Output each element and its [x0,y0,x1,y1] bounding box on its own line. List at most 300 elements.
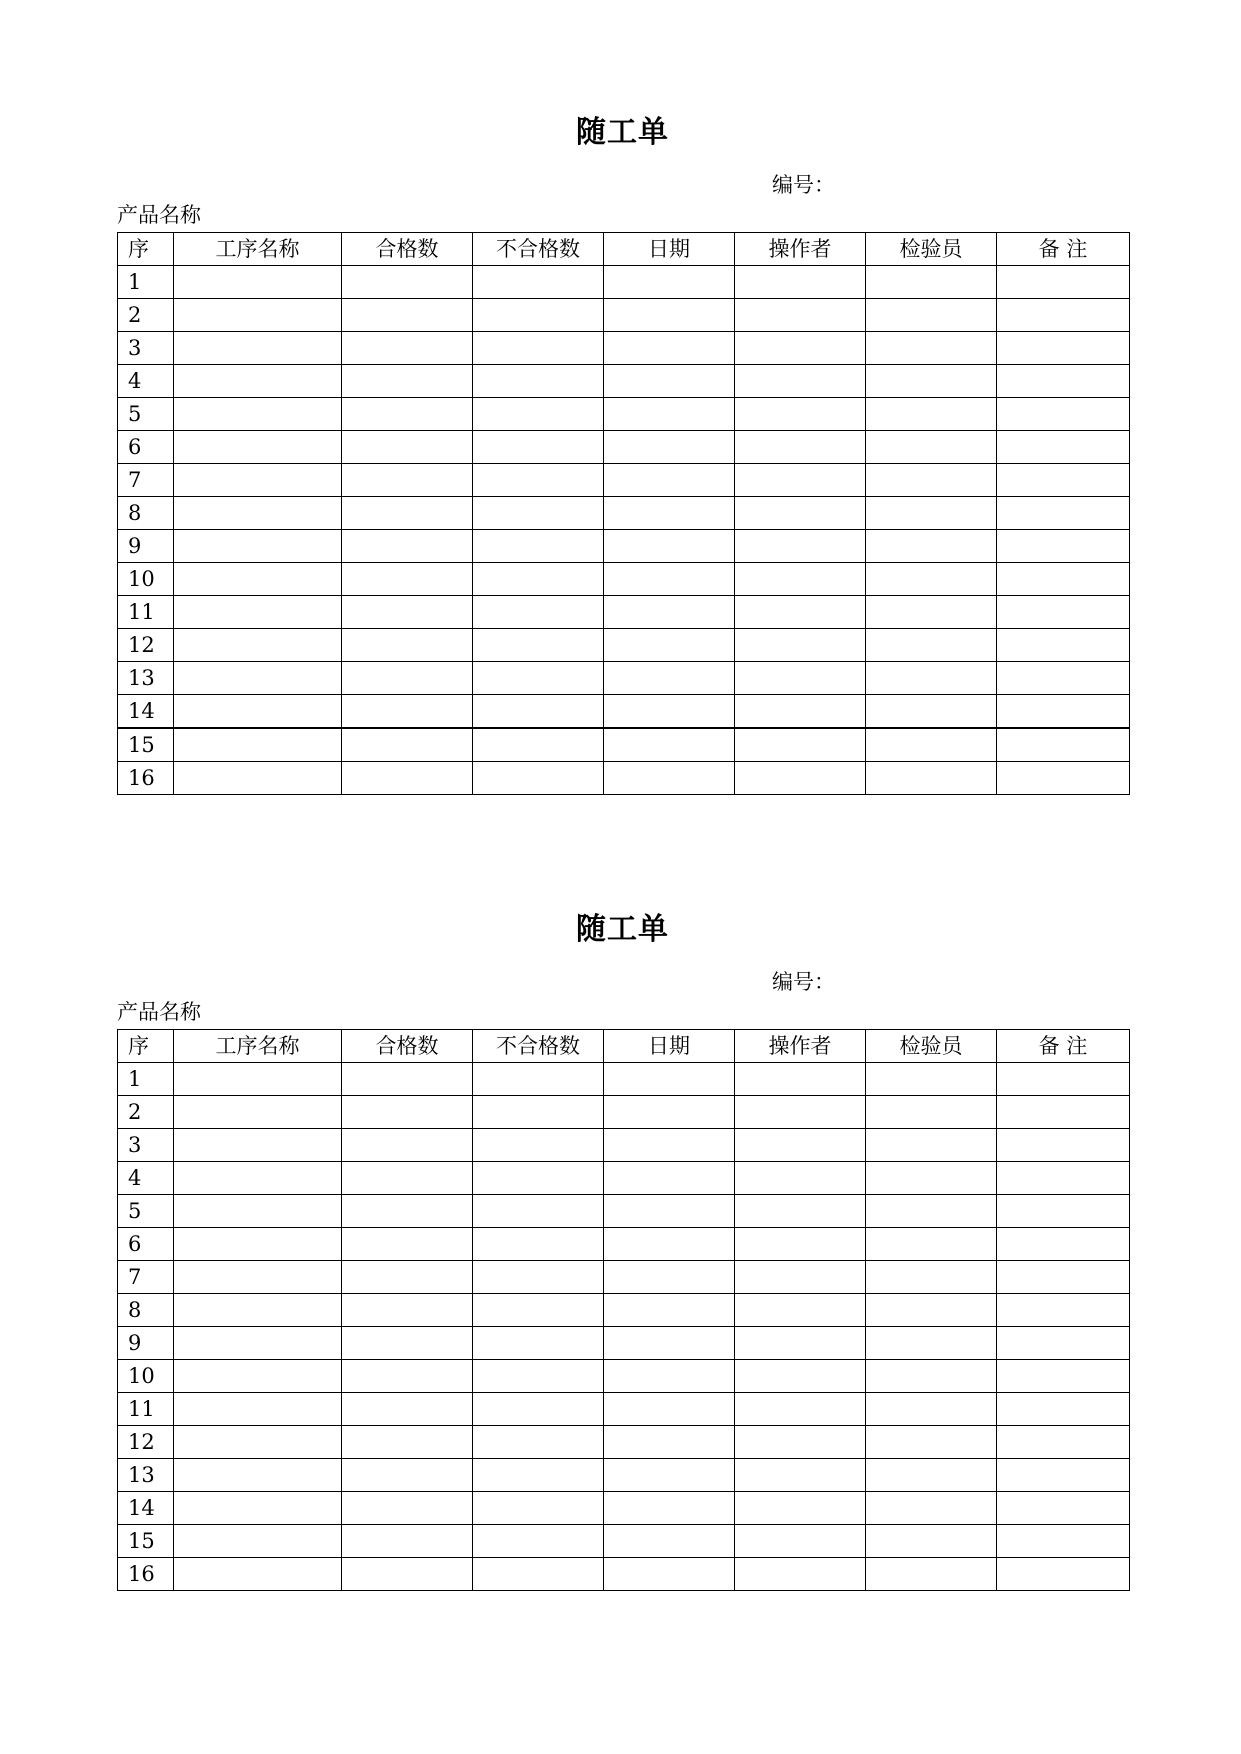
cell-operator[interactable] [735,1129,866,1162]
cell-date[interactable] [604,1492,735,1525]
cell-unqualified-count[interactable] [473,1096,604,1129]
cell-process-name[interactable] [174,762,342,795]
cell-remarks[interactable] [997,1096,1130,1129]
cell-date[interactable] [604,629,735,662]
cell-operator[interactable] [735,1393,866,1426]
table-row [118,1129,1130,1162]
cell-inspector[interactable] [866,762,997,795]
row-number: 4 [118,365,174,398]
row-number: 15 [118,728,174,762]
cell-qualified-count[interactable] [342,1393,473,1426]
cell-operator[interactable] [735,662,866,695]
row-number: 3 [118,1129,174,1162]
cell-process-name[interactable] [174,1294,342,1327]
table-row [118,1360,1130,1393]
cell-date[interactable] [604,431,735,464]
cell-operator[interactable] [735,596,866,629]
cell-remarks[interactable] [997,762,1130,795]
cell-inspector[interactable] [866,1393,997,1426]
cell-unqualified-count[interactable] [473,1459,604,1492]
cell-qualified-count[interactable] [342,497,473,530]
cell-unqualified-count[interactable] [473,1360,604,1393]
cell-process-name[interactable] [174,299,342,332]
row-number: 10 [118,1360,174,1393]
cell-operator[interactable] [735,464,866,497]
cell-process-name[interactable] [174,728,342,762]
cell-inspector[interactable] [866,1492,997,1525]
cell-remarks[interactable] [997,563,1130,596]
cell-unqualified-count[interactable] [473,1492,604,1525]
cell-qualified-count[interactable] [342,365,473,398]
table-row [118,1162,1130,1195]
cell-date[interactable] [604,266,735,299]
cell-inspector[interactable] [866,1426,997,1459]
cell-date[interactable] [604,1294,735,1327]
cell-inspector[interactable] [866,365,997,398]
table-row [118,662,1130,695]
cell-operator[interactable] [735,431,866,464]
cell-qualified-count[interactable] [342,398,473,431]
cell-operator[interactable] [735,1228,866,1261]
cell-process-name[interactable] [174,530,342,563]
row-number: 8 [118,497,174,530]
cell-unqualified-count[interactable] [473,728,604,762]
cell-qualified-count[interactable] [342,299,473,332]
cell-operator[interactable] [735,1360,866,1393]
table-row [118,1393,1130,1426]
row-number: 14 [118,695,174,729]
table-row [118,695,1130,729]
cell-remarks[interactable] [997,1426,1130,1459]
table-row [118,1096,1130,1129]
cell-qualified-count[interactable] [342,1459,473,1492]
cell-process-name[interactable] [174,1360,342,1393]
row-number: 16 [118,762,174,795]
col-header-qualified-count: 合格数 [342,233,473,266]
cell-date[interactable] [604,365,735,398]
table-row [118,1228,1130,1261]
cell-inspector[interactable] [866,1129,997,1162]
cell-inspector[interactable] [866,1096,997,1129]
cell-operator[interactable] [735,398,866,431]
cell-qualified-count[interactable] [342,1426,473,1459]
table-row [118,266,1130,299]
cell-operator[interactable] [735,1426,866,1459]
cell-operator[interactable] [735,266,866,299]
serial-number-label: 编号： [772,173,835,197]
cell-process-name[interactable] [174,629,342,662]
cell-operator[interactable] [735,695,866,729]
cell-inspector[interactable] [866,497,997,530]
cell-operator[interactable] [735,332,866,365]
cell-inspector[interactable] [866,563,997,596]
cell-inspector[interactable] [866,530,997,563]
cell-process-name[interactable] [174,563,342,596]
form-title: 随工单 [576,115,669,150]
cell-qualified-count[interactable] [342,1228,473,1261]
cell-remarks[interactable] [997,431,1130,464]
cell-process-name[interactable] [174,1558,342,1591]
col-header-unqualified-count: 不合格数 [473,233,604,266]
cell-date[interactable] [604,1327,735,1360]
col-header-remarks: 备 注 [997,233,1130,266]
row-number: 11 [118,596,174,629]
table-row [118,1261,1130,1294]
cell-inspector[interactable] [866,1261,997,1294]
col-header-seq: 序 [118,1030,174,1063]
cell-remarks[interactable] [997,332,1130,365]
cell-qualified-count[interactable] [342,1558,473,1591]
cell-qualified-count[interactable] [342,530,473,563]
cell-remarks[interactable] [997,497,1130,530]
cell-date[interactable] [604,332,735,365]
row-number: 5 [118,398,174,431]
cell-qualified-count[interactable] [342,1294,473,1327]
table-row [118,299,1130,332]
cell-operator[interactable] [735,1096,866,1129]
cell-inspector[interactable] [866,464,997,497]
cell-date[interactable] [604,497,735,530]
col-header-process-name: 工序名称 [174,233,342,266]
cell-date[interactable] [604,1195,735,1228]
cell-unqualified-count[interactable] [473,1129,604,1162]
work-order-table [117,1029,1130,1591]
cell-unqualified-count[interactable] [473,365,604,398]
cell-remarks[interactable] [997,398,1130,431]
cell-qualified-count[interactable] [342,1261,473,1294]
cell-inspector[interactable] [866,695,997,729]
cell-process-name[interactable] [174,431,342,464]
cell-unqualified-count[interactable] [473,662,604,695]
cell-remarks[interactable] [997,1327,1130,1360]
cell-remarks[interactable] [997,1459,1130,1492]
cell-process-name[interactable] [174,1261,342,1294]
table-row [118,464,1130,497]
cell-date[interactable] [604,1558,735,1591]
cell-inspector[interactable] [866,398,997,431]
table-row [118,629,1130,662]
cell-unqualified-count[interactable] [473,1261,604,1294]
cell-unqualified-count[interactable] [473,1228,604,1261]
row-number: 10 [118,563,174,596]
cell-date[interactable] [604,1063,735,1096]
cell-date[interactable] [604,1162,735,1195]
cell-inspector[interactable] [866,1063,997,1096]
row-number: 13 [118,662,174,695]
cell-qualified-count[interactable] [342,596,473,629]
cell-remarks[interactable] [997,1558,1130,1591]
cell-date[interactable] [604,398,735,431]
cell-date[interactable] [604,596,735,629]
cell-process-name[interactable] [174,1162,342,1195]
cell-remarks[interactable] [997,1228,1130,1261]
cell-remarks[interactable] [997,728,1130,762]
cell-inspector[interactable] [866,332,997,365]
cell-unqualified-count[interactable] [473,464,604,497]
cell-operator[interactable] [735,497,866,530]
row-number: 12 [118,629,174,662]
cell-unqualified-count[interactable] [473,299,604,332]
cell-unqualified-count[interactable] [473,762,604,795]
cell-operator[interactable] [735,365,866,398]
col-header-inspector: 检验员 [866,233,997,266]
row-number: 3 [118,332,174,365]
row-number: 1 [118,266,174,299]
cell-qualified-count[interactable] [342,1129,473,1162]
cell-process-name[interactable] [174,1459,342,1492]
cell-inspector[interactable] [866,1162,997,1195]
row-number: 6 [118,431,174,464]
cell-operator[interactable] [735,1327,866,1360]
cell-unqualified-count[interactable] [473,563,604,596]
cell-unqualified-count[interactable] [473,1294,604,1327]
cell-inspector[interactable] [866,1195,997,1228]
cell-operator[interactable] [735,1294,866,1327]
cell-remarks[interactable] [997,1492,1130,1525]
cell-process-name[interactable] [174,365,342,398]
table-row [118,1492,1130,1525]
cell-date[interactable] [604,1228,735,1261]
cell-inspector[interactable] [866,662,997,695]
cell-inspector[interactable] [866,1294,997,1327]
cell-qualified-count[interactable] [342,1525,473,1558]
cell-qualified-count[interactable] [342,332,473,365]
cell-remarks[interactable] [997,1294,1130,1327]
cell-remarks[interactable] [997,596,1130,629]
cell-inspector[interactable] [866,266,997,299]
cell-unqualified-count[interactable] [473,1327,604,1360]
cell-remarks[interactable] [997,464,1130,497]
cell-remarks[interactable] [997,1129,1130,1162]
cell-remarks[interactable] [997,1195,1130,1228]
cell-date[interactable] [604,563,735,596]
form-title: 随工单 [576,912,669,947]
cell-process-name[interactable] [174,1096,342,1129]
table-body [118,1063,1130,1591]
cell-operator[interactable] [735,629,866,662]
row-number: 16 [118,1558,174,1591]
cell-unqualified-count[interactable] [473,1195,604,1228]
table-row [118,1426,1130,1459]
cell-unqualified-count[interactable] [473,266,604,299]
cell-date[interactable] [604,299,735,332]
cell-operator[interactable] [735,530,866,563]
cell-process-name[interactable] [174,332,342,365]
cell-date[interactable] [604,464,735,497]
row-number: 5 [118,1195,174,1228]
cell-date[interactable] [604,530,735,563]
table-row [118,1195,1130,1228]
cell-date[interactable] [604,1426,735,1459]
cell-unqualified-count[interactable] [473,332,604,365]
cell-process-name[interactable] [174,1228,342,1261]
cell-remarks[interactable] [997,1063,1130,1096]
cell-date[interactable] [604,1393,735,1426]
cell-inspector[interactable] [866,299,997,332]
cell-date[interactable] [604,662,735,695]
cell-date[interactable] [604,1261,735,1294]
cell-unqualified-count[interactable] [473,530,604,563]
cell-date[interactable] [604,1459,735,1492]
cell-operator[interactable] [735,1459,866,1492]
col-header-seq: 序 [118,233,174,266]
cell-operator[interactable] [735,1558,866,1591]
cell-qualified-count[interactable] [342,1195,473,1228]
cell-inspector[interactable] [866,1327,997,1360]
cell-process-name[interactable] [174,596,342,629]
cell-date[interactable] [604,1096,735,1129]
cell-unqualified-count[interactable] [473,497,604,530]
cell-qualified-count[interactable] [342,563,473,596]
cell-process-name[interactable] [174,662,342,695]
table-row [118,1558,1130,1591]
cell-process-name[interactable] [174,398,342,431]
cell-qualified-count[interactable] [342,464,473,497]
cell-qualified-count[interactable] [342,1096,473,1129]
cell-operator[interactable] [735,1063,866,1096]
cell-operator[interactable] [735,1525,866,1558]
cell-process-name[interactable] [174,464,342,497]
cell-date[interactable] [604,762,735,795]
cell-qualified-count[interactable] [342,695,473,729]
col-header-operator: 操作者 [735,1030,866,1063]
cell-process-name[interactable] [174,1393,342,1426]
col-header-process-name: 工序名称 [174,1030,342,1063]
cell-unqualified-count[interactable] [473,1426,604,1459]
cell-remarks[interactable] [997,1360,1130,1393]
cell-qualified-count[interactable] [342,431,473,464]
row-number: 12 [118,1426,174,1459]
cell-unqualified-count[interactable] [473,695,604,729]
cell-qualified-count[interactable] [342,1063,473,1096]
cell-date[interactable] [604,728,735,762]
table-row [118,497,1130,530]
cell-process-name[interactable] [174,497,342,530]
table-row [118,596,1130,629]
cell-process-name[interactable] [174,1129,342,1162]
cell-unqualified-count[interactable] [473,1063,604,1096]
table-row [118,762,1130,795]
row-number: 9 [118,530,174,563]
table-row [118,1459,1130,1492]
work-order-table [117,232,1130,795]
cell-qualified-count[interactable] [342,728,473,762]
cell-remarks[interactable] [997,629,1130,662]
cell-remarks[interactable] [997,1525,1130,1558]
cell-operator[interactable] [735,1195,866,1228]
cell-inspector[interactable] [866,596,997,629]
cell-process-name[interactable] [174,1492,342,1525]
col-header-qualified-count: 合格数 [342,1030,473,1063]
cell-qualified-count[interactable] [342,762,473,795]
cell-operator[interactable] [735,1261,866,1294]
table-row [118,398,1130,431]
cell-qualified-count[interactable] [342,1492,473,1525]
cell-qualified-count[interactable] [342,1360,473,1393]
cell-unqualified-count[interactable] [473,1558,604,1591]
table-row [118,530,1130,563]
cell-remarks[interactable] [997,662,1130,695]
row-number: 6 [118,1228,174,1261]
cell-inspector[interactable] [866,431,997,464]
table-row [118,1525,1130,1558]
serial-number-label: 编号： [772,970,835,994]
cell-remarks[interactable] [997,695,1130,729]
cell-unqualified-count[interactable] [473,596,604,629]
cell-inspector[interactable] [866,1228,997,1261]
cell-remarks[interactable] [997,1393,1130,1426]
table-row [118,728,1130,762]
cell-operator[interactable] [735,1162,866,1195]
cell-operator[interactable] [735,728,866,762]
cell-unqualified-count[interactable] [473,1393,604,1426]
col-header-date: 日期 [604,1030,735,1063]
row-number: 11 [118,1393,174,1426]
cell-process-name[interactable] [174,1195,342,1228]
cell-operator[interactable] [735,299,866,332]
row-number: 7 [118,464,174,497]
row-number: 13 [118,1459,174,1492]
cell-process-name[interactable] [174,695,342,729]
cell-inspector[interactable] [866,1525,997,1558]
cell-inspector[interactable] [866,1558,997,1591]
cell-unqualified-count[interactable] [473,431,604,464]
cell-inspector[interactable] [866,728,997,762]
cell-operator[interactable] [735,1492,866,1525]
cell-process-name[interactable] [174,1426,342,1459]
cell-remarks[interactable] [997,1261,1130,1294]
col-header-date: 日期 [604,233,735,266]
table-row [118,563,1130,596]
row-number: 15 [118,1525,174,1558]
cell-date[interactable] [604,695,735,729]
col-header-inspector: 检验员 [866,1030,997,1063]
cell-process-name[interactable] [174,266,342,299]
cell-qualified-count[interactable] [342,1162,473,1195]
table-body [118,266,1130,795]
cell-qualified-count[interactable] [342,662,473,695]
cell-inspector[interactable] [866,629,997,662]
cell-unqualified-count[interactable] [473,629,604,662]
cell-unqualified-count[interactable] [473,398,604,431]
cell-remarks[interactable] [997,365,1130,398]
row-number: 2 [118,1096,174,1129]
cell-operator[interactable] [735,762,866,795]
cell-process-name[interactable] [174,1525,342,1558]
cell-remarks[interactable] [997,266,1130,299]
cell-qualified-count[interactable] [342,1327,473,1360]
cell-inspector[interactable] [866,1459,997,1492]
cell-remarks[interactable] [997,530,1130,563]
cell-operator[interactable] [735,563,866,596]
cell-remarks[interactable] [997,1162,1130,1195]
cell-process-name[interactable] [174,1327,342,1360]
cell-date[interactable] [604,1360,735,1393]
cell-remarks[interactable] [997,299,1130,332]
row-number: 9 [118,1327,174,1360]
cell-unqualified-count[interactable] [473,1162,604,1195]
cell-inspector[interactable] [866,1360,997,1393]
cell-qualified-count[interactable] [342,266,473,299]
row-number: 8 [118,1294,174,1327]
table-row [118,431,1130,464]
cell-process-name[interactable] [174,1063,342,1096]
cell-date[interactable] [604,1525,735,1558]
col-header-operator: 操作者 [735,233,866,266]
cell-unqualified-count[interactable] [473,1525,604,1558]
cell-date[interactable] [604,1129,735,1162]
cell-qualified-count[interactable] [342,629,473,662]
